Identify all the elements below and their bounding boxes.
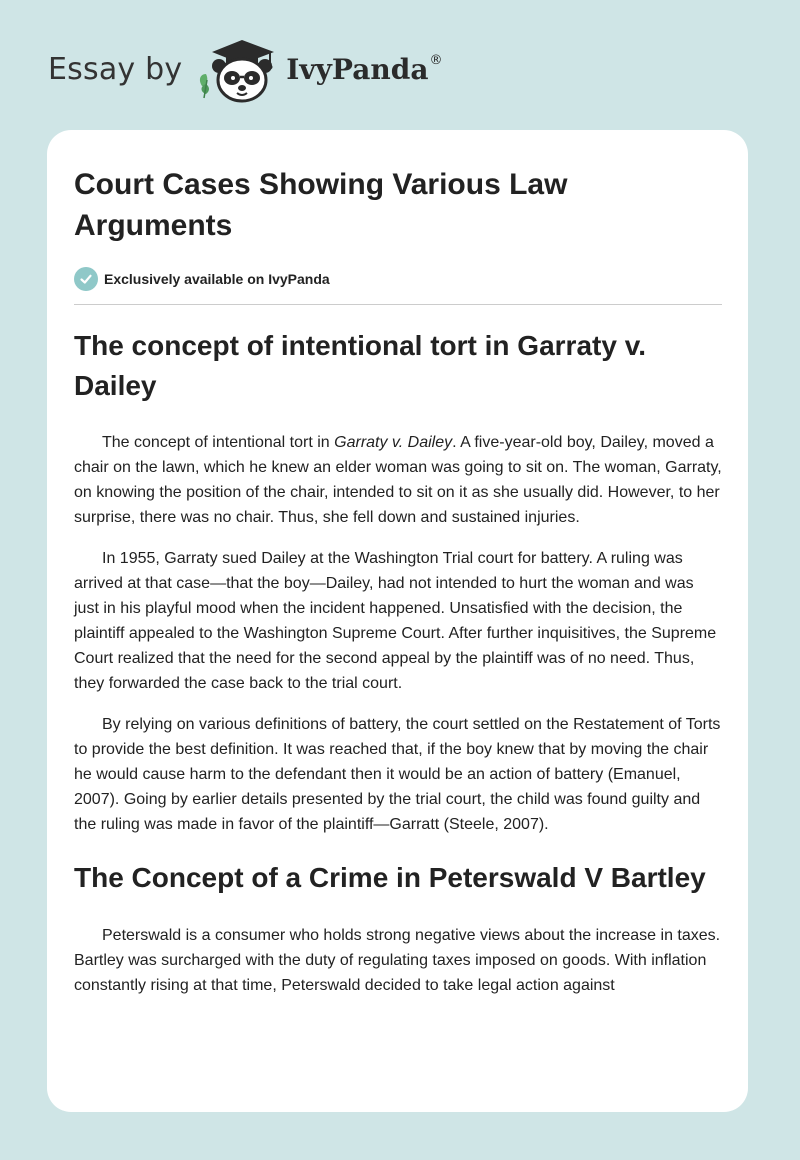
section-body xyxy=(74,923,722,998)
section-body xyxy=(74,430,722,837)
divider xyxy=(74,304,722,305)
check-icon xyxy=(74,267,98,291)
section-heading: The Concept of a Crime in Peterswald V Bartley xyxy=(74,862,706,893)
panda-graduate-icon xyxy=(194,34,282,106)
case-name-emphasis: Garraty v. Dailey xyxy=(334,434,453,451)
page-title: Court Cases Showing Various Law Arguments xyxy=(74,168,568,242)
essay-card xyxy=(47,130,748,1112)
brand-name: IvyPanda® xyxy=(286,53,443,86)
essay-by-label: Essay by xyxy=(48,52,183,87)
exclusive-badge xyxy=(74,266,722,292)
paragraph: Peterswald is a consumer who holds strong negative views about the increase in taxes. Bartley was surcharged with the duty of regulating taxes imposed on goods. With inflation constantly rising at that time, Peterswald decided to take legal action against xyxy=(74,927,721,994)
section-heading: The concept of intentional tort in Garraty v. Dailey xyxy=(74,330,646,401)
paragraph: In 1955, Garraty sued Dailey at the Washington Trial court for battery. A ruling was arrived at that case—that the boy—Dailey, had not intended to hurt the woman and was just in his playful mood when the incident happened. Unsatisfied with the decision, the plaintiff appealed to the Washington Supreme Court. After further inquisitives, the Supreme Court realized that the need for the second appeal by the plaintiff was of no need. Thus, they forwarded the case back to the trial court. xyxy=(74,550,717,692)
registered-mark: ® xyxy=(429,53,443,68)
paragraph: By relying on various definitions of battery, the court settled on the Restatement of Torts to provide the best definition. It was reached that, if the boy knew that by moving the chair he would cause harm to the defendant then it would be an action of battery (Emanuel, 2007). Going by earlier details presented by the trial court, the child was found guilty and the ruling was made in favor of the plaintiff—Garratt (Steele, 2007). xyxy=(74,716,721,833)
exclusive-label: Exclusively available on IvyPanda xyxy=(104,271,330,287)
site-header xyxy=(48,34,442,106)
paragraph: The concept of intentional tort in Garraty v. Dailey. A five-year-old boy, Dailey, moved a chair on the lawn, which he knew an elder woman was going to sit on. The woman, Garraty, on knowing the position of the chair, intended to sit on it as she usually did. However, to her surprise, there was no chair. Thus, she fell down and sustained injuries. xyxy=(74,434,722,526)
